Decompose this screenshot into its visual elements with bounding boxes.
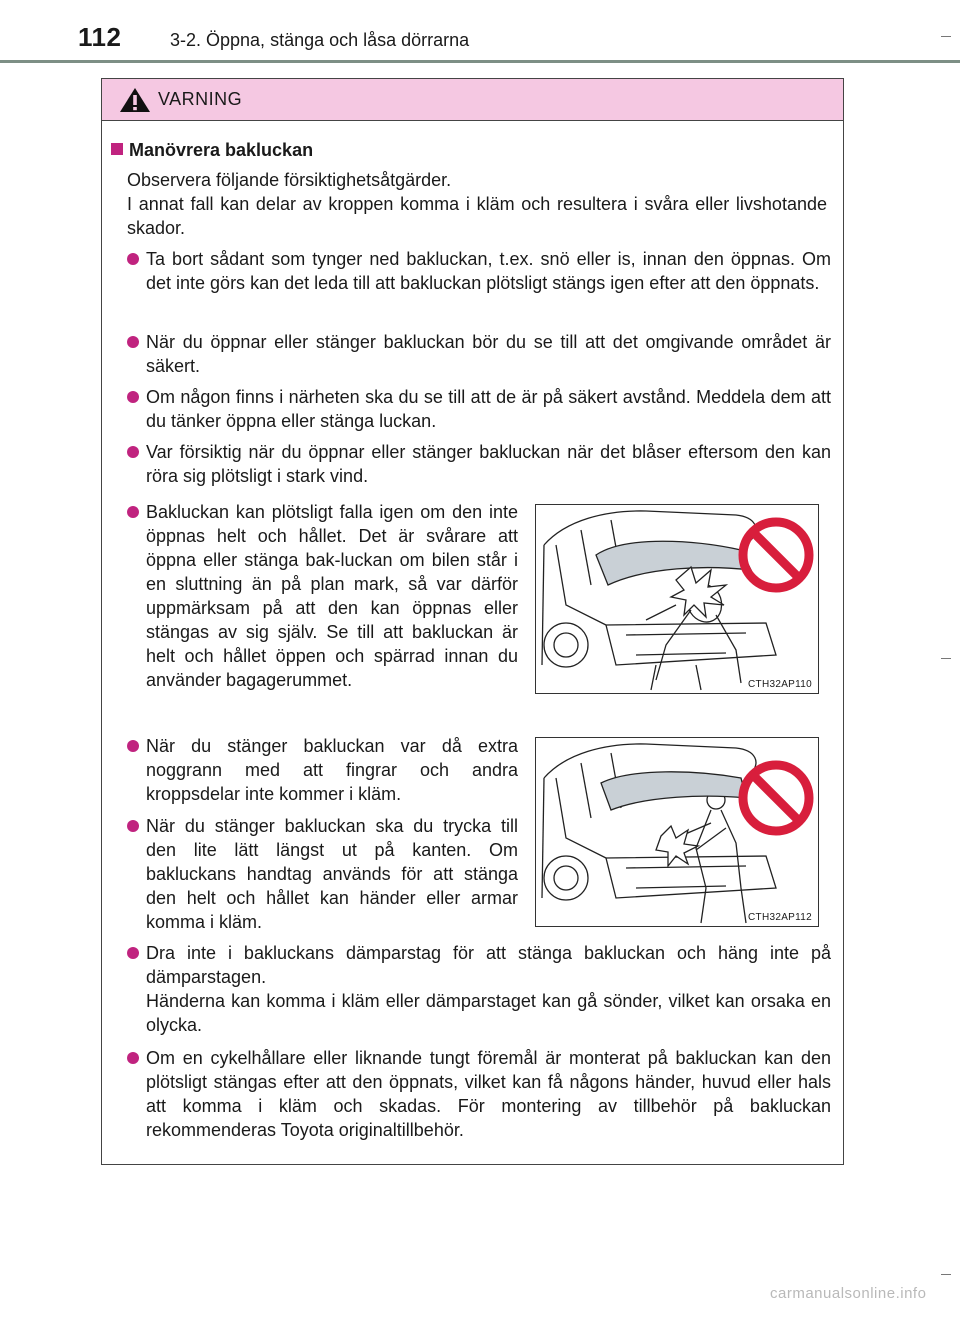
list-item: Var försiktig när du öppnar eller stänger bakluckan när det blåser eftersom den kan röra sig plötsligt i stark vind.: [127, 440, 831, 488]
list-item: När du stänger bakluckan ska du trycka till den lite lätt längst ut på kanten. Om bakluckans handtag används för att stänga den helt och hållet kan händer eller armar komma i kläm.: [127, 814, 518, 934]
list-item: Om en cykelhållare eller liknande tungt föremål är monterat på bakluckan kan den plötsligt stängas efter att den öppnats, vilket kan få någons händer, huvud eller hals att komma i kläm och skadas. För montering av tillbehör på bakluckan rekommenderas Toyota originaltillbehör.: [127, 1046, 831, 1142]
bullet-icon: [127, 506, 139, 518]
bullet-icon: [127, 820, 139, 832]
warning-header: [102, 79, 843, 121]
crop-mark: [941, 658, 951, 659]
intro-text: Observera följande försiktighetsåtgärder.: [127, 170, 452, 190]
bullet-icon: [127, 391, 139, 403]
list-item: Om någon finns i närheten ska du se till att de är på säkert avstånd. Meddela dem att du tänker öppna eller stänga luckan.: [127, 385, 831, 433]
bullet-icon: [127, 1052, 139, 1064]
bullet-icon: [127, 947, 139, 959]
list-item: Bakluckan kan plötsligt falla igen om den inte öppnas helt och hållet. Det är svårare att öppna eller stänga bak-luckan om bilen står i en sluttning än på plan mark, så var därför uppmärksam på att den kan öppnas eller stängas av sig själv. Se till att bakluckan är helt och hållet öppen och spärrad innan du använder bagagerummet.: [127, 500, 518, 692]
illustration-tailgate-closing: [535, 737, 819, 927]
crop-mark: [941, 1274, 951, 1275]
warning-label: VARNING: [158, 89, 243, 109]
list-item: Dra inte i bakluckans dämparstag för att stänga bakluckan och häng inte på dämparstagen. Händerna kan komma i kläm eller dämparstaget kan gå sönder, vilket kan orsaka en olycka.: [127, 941, 831, 1037]
square-bullet-icon: [111, 143, 123, 155]
figure-code: CTH32AP112: [748, 912, 812, 923]
crop-mark: [941, 36, 951, 37]
bullet-icon: [127, 253, 139, 265]
illustration-tailgate-falling: [535, 504, 819, 694]
list-item: Ta bort sådant som tynger ned bakluckan, t.ex. snö eller is, innan den öppnas. Om det inte görs kan det leda till att bakluckan plötsligt stängs igen efter att den öppnats.: [127, 247, 831, 295]
page-number: 112: [78, 22, 122, 52]
chapter-title: 3-2. Öppna, stänga och låsa dörrarna: [170, 30, 470, 50]
header-rule: [0, 60, 960, 63]
page-header: [0, 0, 960, 62]
bullet-icon: [127, 336, 139, 348]
bullet-icon: [127, 446, 139, 458]
intro-text: I annat fall kan delar av kroppen komma i kläm och resultera i svåra eller livshotande skador.: [127, 194, 827, 238]
list-item: När du öppnar eller stänger bakluckan bör du se till att det omgivande området är säkert.: [127, 330, 831, 378]
bullet-icon: [127, 740, 139, 752]
list-item: När du stänger bakluckan var då extra noggrann med att fingrar och andra kroppsdelar inte kommer i kläm.: [127, 734, 518, 806]
warning-box: [101, 78, 844, 1165]
watermark: carmanualsonline.info: [770, 1285, 927, 1302]
figure-code: CTH32AP110: [748, 679, 812, 690]
warning-triangle-icon: [119, 87, 151, 118]
section-title: Manövrera bakluckan: [111, 140, 313, 161]
